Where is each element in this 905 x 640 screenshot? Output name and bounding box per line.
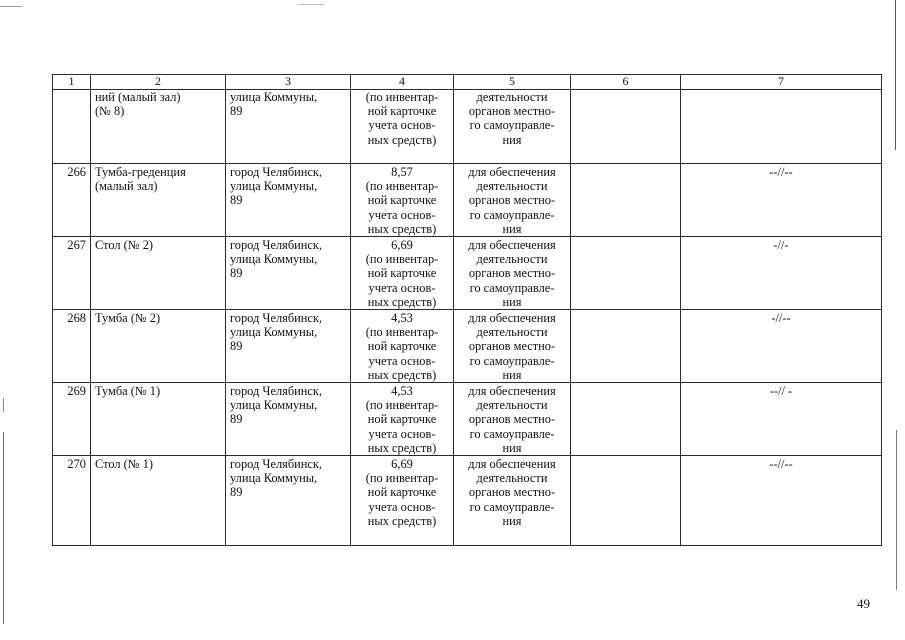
purpose-line: го самоуправле- <box>469 353 555 368</box>
book-value-cell <box>351 164 454 237</box>
purpose-line: органов местно- <box>468 266 556 281</box>
column-6-cell <box>571 164 681 237</box>
table-row <box>53 237 882 310</box>
purpose-line: для обеспечения <box>468 311 556 326</box>
purpose-cell <box>454 164 571 237</box>
purpose-line: ния <box>502 440 522 455</box>
row-number-cell: 270 <box>53 456 91 546</box>
purpose-line: органов местно- <box>468 193 556 208</box>
book-value-line: ных средств) <box>367 294 437 309</box>
address-line: 89 <box>230 485 243 500</box>
address-line: улица Коммуны, <box>230 325 318 340</box>
purpose-line: деятельности <box>476 325 548 340</box>
book-value-line: (по инвентар- <box>365 398 439 413</box>
column-7-cell: --// - <box>681 383 882 456</box>
address-cell <box>226 456 351 546</box>
book-value-line: ных средств) <box>367 367 437 382</box>
column-7-cell: -//- <box>681 237 882 310</box>
purpose-line: ния <box>502 132 522 147</box>
address-line: город Челябинск, <box>230 384 323 399</box>
book-value-line: 6,69 <box>391 238 413 253</box>
book-value-line: (по инвентар- <box>365 252 439 267</box>
purpose-line: го самоуправле- <box>469 207 555 222</box>
item-name-line: (малый зал) <box>95 179 158 194</box>
column-6-cell <box>571 383 681 456</box>
purpose-line: ния <box>502 221 522 236</box>
item-name-line: Стол (№ 2) <box>95 238 154 253</box>
column-6-cell <box>571 90 681 164</box>
address-cell <box>226 237 351 310</box>
book-value-line: (по инвентар- <box>365 325 439 340</box>
column-7-cell <box>681 90 882 164</box>
header-col-3: 3 <box>226 75 351 90</box>
purpose-line: го самоуправле- <box>469 118 555 133</box>
scan-artifact-right-edge-top <box>895 0 896 150</box>
book-value-line: 6,69 <box>391 457 413 472</box>
purpose-cell <box>454 383 571 456</box>
book-value-line: учета основ- <box>368 426 436 441</box>
book-value-line: (по инвентар- <box>365 471 439 486</box>
purpose-cell <box>454 237 571 310</box>
item-name-cell <box>91 310 226 383</box>
inventory-table <box>52 74 882 546</box>
item-name-line: (№ 8) <box>95 104 125 119</box>
purpose-line: ния <box>502 367 522 382</box>
column-7-cell: -//-- <box>681 310 882 383</box>
header-col-1: 1 <box>53 75 91 90</box>
scan-artifact-top-left <box>0 6 22 7</box>
purpose-line: ния <box>502 294 522 309</box>
purpose-cell <box>454 456 571 546</box>
table-row <box>53 456 882 546</box>
purpose-line: для обеспечения <box>468 384 556 399</box>
scan-artifact-left-edge-short <box>3 398 4 412</box>
item-name-line: Стол (№ 1) <box>95 457 154 472</box>
table-row <box>53 310 882 383</box>
item-name-cell <box>91 164 226 237</box>
address-line: 89 <box>230 266 243 281</box>
purpose-cell <box>454 90 571 164</box>
table-row <box>53 164 882 237</box>
purpose-line: органов местно- <box>468 412 556 427</box>
row-number-cell: 266 <box>53 164 91 237</box>
book-value-line: учета основ- <box>368 280 436 295</box>
book-value-line: учета основ- <box>368 118 436 133</box>
book-value-line: ной карточке <box>367 266 437 281</box>
purpose-line: го самоуправле- <box>469 280 555 295</box>
row-number-cell: 269 <box>53 383 91 456</box>
item-name-cell <box>91 383 226 456</box>
header-col-6: 6 <box>571 75 681 90</box>
book-value-line: учета основ- <box>368 499 436 514</box>
page-number: 49 <box>857 596 870 611</box>
row-number-cell <box>53 90 91 164</box>
book-value-line: ных средств) <box>367 440 437 455</box>
item-name-line: Тумба-греденция <box>95 165 186 179</box>
address-line: город Челябинск, <box>230 238 323 253</box>
row-number-cell: 267 <box>53 237 91 310</box>
purpose-line: органов местно- <box>468 485 556 500</box>
book-value-line: учета основ- <box>368 353 436 368</box>
book-value-line: ной карточке <box>367 412 437 427</box>
book-value-line: ной карточке <box>367 193 437 208</box>
book-value-cell <box>351 456 454 546</box>
book-value-cell <box>351 90 454 164</box>
column-7-cell: --//-- <box>681 164 882 237</box>
header-col-5: 5 <box>454 75 571 90</box>
book-value-line: ной карточке <box>367 339 437 354</box>
item-name-line: Тумба (№ 2) <box>95 311 161 326</box>
purpose-line: деятельности <box>476 252 548 267</box>
address-line: 89 <box>230 412 243 427</box>
purpose-line: органов местно- <box>468 339 556 354</box>
address-line: город Челябинск, <box>230 457 323 472</box>
address-line: улица Коммуны, <box>230 252 318 267</box>
address-line: город Челябинск, <box>230 311 323 326</box>
purpose-line: для обеспечения <box>468 238 556 253</box>
header-col-2: 2 <box>91 75 226 90</box>
address-line: улица Коммуны, <box>230 179 318 194</box>
book-value-line: 8,57 <box>391 165 413 179</box>
purpose-cell <box>454 310 571 383</box>
address-cell <box>226 164 351 237</box>
book-value-line: ной карточке <box>367 485 437 500</box>
purpose-line: деятельности <box>476 398 548 413</box>
address-line: 89 <box>230 193 243 208</box>
book-value-line: (по инвентар- <box>365 90 439 104</box>
purpose-line: го самоуправле- <box>469 499 555 514</box>
book-value-line: 4,53 <box>391 384 413 399</box>
scan-artifact-left-edge <box>3 432 4 624</box>
address-line: улица Коммуны, <box>230 471 318 486</box>
purpose-line: деятельности <box>476 471 548 486</box>
purpose-line: деятельности <box>476 90 548 104</box>
address-line: улица Коммуны, <box>230 90 318 104</box>
book-value-line: учета основ- <box>368 207 436 222</box>
purpose-line: для обеспечения <box>468 457 556 472</box>
address-line: улица Коммуны, <box>230 398 318 413</box>
column-6-cell <box>571 310 681 383</box>
book-value-line: ных средств) <box>367 221 437 236</box>
item-name-cell <box>91 237 226 310</box>
table-row <box>53 383 882 456</box>
purpose-line: ния <box>502 513 522 528</box>
purpose-line: органов местно- <box>468 104 556 119</box>
item-name-cell <box>91 90 226 164</box>
book-value-line: ных средств) <box>367 513 437 528</box>
table-row-continuation <box>53 90 882 164</box>
address-cell <box>226 383 351 456</box>
book-value-cell <box>351 310 454 383</box>
book-value-cell <box>351 237 454 310</box>
address-cell <box>226 310 351 383</box>
item-name-line: Тумба (№ 1) <box>95 384 161 399</box>
address-line: 89 <box>230 339 243 354</box>
book-value-line: (по инвентар- <box>365 179 439 194</box>
column-6-cell <box>571 237 681 310</box>
address-line: город Челябинск, <box>230 165 323 179</box>
column-7-cell: --//-- <box>681 456 882 546</box>
header-col-7: 7 <box>681 75 882 90</box>
scan-artifact-top-center <box>298 4 324 5</box>
book-value-line: ных средств) <box>367 132 437 147</box>
address-cell <box>226 90 351 164</box>
purpose-line: го самоуправле- <box>469 426 555 441</box>
purpose-line: деятельности <box>476 179 548 194</box>
book-value-line: ной карточке <box>367 104 437 119</box>
address-line: 89 <box>230 104 243 119</box>
header-col-4: 4 <box>351 75 454 90</box>
column-number-header-row <box>53 75 882 90</box>
item-name-cell <box>91 456 226 546</box>
column-6-cell <box>571 456 681 546</box>
item-name-line: ний (малый зал) <box>95 90 181 104</box>
book-value-cell <box>351 383 454 456</box>
scan-artifact-right-edge-bottom <box>896 430 897 590</box>
book-value-line: 4,53 <box>391 311 413 326</box>
purpose-line: для обеспечения <box>468 165 556 179</box>
row-number-cell: 268 <box>53 310 91 383</box>
